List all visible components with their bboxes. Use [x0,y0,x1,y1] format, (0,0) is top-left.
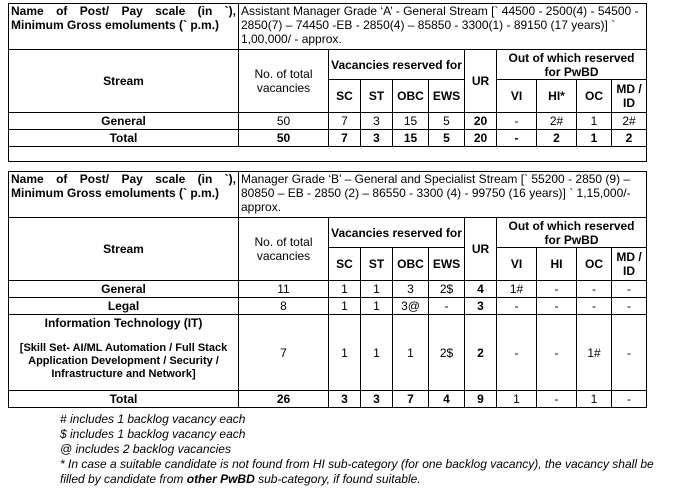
header-vi: VI [497,80,537,113]
cell-sc: 1 [329,315,361,391]
cell-stream: Total [9,391,239,408]
header-obc: OBC [393,80,429,113]
cell-oc: 1# [577,315,612,391]
note-hash: # includes 1 backlog vacancy each [60,412,246,426]
cell-total: 26 [239,391,329,408]
cell-st: 3 [361,130,393,147]
header-sc: SC [329,248,361,281]
cell-oc: 1 [577,130,612,147]
cell-stream [9,315,239,391]
cell-obc: 1 [393,315,429,391]
table-separator [9,147,647,162]
cell-vi: - [497,130,537,147]
cell-obc: 15 [393,113,429,130]
cell-oc: - [577,281,612,298]
header-total: No. of total vacancies [239,50,329,113]
table-row [9,298,647,315]
cell-total: 8 [239,298,329,315]
cell-ur: 20 [465,113,497,130]
post-label: Name of Post/ Pay scale (in `), Minimum Gross emoluments (` p.m.) [9,172,239,218]
cell-stream: General [9,113,239,130]
cell-ur: 3 [465,298,497,315]
cell-oc: 1 [577,391,612,408]
cell-ur: 2 [465,315,497,391]
cell-ews: - [429,298,465,315]
cell-hi: - [537,298,577,315]
cell-st: 1 [361,315,393,391]
cell-total: 11 [239,281,329,298]
cell-ews: 2$ [429,281,465,298]
cell-ur: 20 [465,130,497,147]
cell-vi: 1# [497,281,537,298]
separator-cell [9,147,647,162]
cell-sc: 1 [329,281,361,298]
cell-stream: General [9,281,239,298]
header-oc: OC [577,80,612,113]
header-ews: EWS [429,80,465,113]
table-row-total [9,391,647,408]
cell-sc: 3 [329,391,361,408]
cell-md: - [612,391,647,408]
table-row [9,113,647,130]
cell-st: 1 [361,281,393,298]
header-ews: EWS [429,248,465,281]
table-row [9,315,647,391]
note-at: @ includes 2 backlog vacancies [60,442,231,456]
cell-ur: 9 [465,391,497,408]
header-hi: HI* [537,80,577,113]
header-hi: HI [537,248,577,281]
cell-stream: Legal [9,298,239,315]
cell-ews: 2$ [429,315,465,391]
footnotes [60,412,660,487]
header-sc: SC [329,80,361,113]
stream-name: Information Technology (IT) [44,316,203,330]
table-row-total [9,130,647,147]
cell-ews: 5 [429,113,465,130]
cell-st: 3 [361,391,393,408]
cell-oc: 1 [577,113,612,130]
cell-sc: 7 [329,130,361,147]
cell-stream: Total [9,130,239,147]
cell-oc: - [577,298,612,315]
table-row [9,281,647,298]
post-pay-scale: Manager Grade ‘B’ – General and Specialist Stream [` 55200 - 2850 (9) – 80850 – EB - 2850 (2) – 86550 - 3300 (4) - 99750 (16 years)] ` 1,15,000/- approx. [239,172,647,218]
cell-st: 3 [361,113,393,130]
cell-obc: 3 [393,281,429,298]
header-total: No. of total vacancies [239,218,329,281]
header-reserved: Vacancies reserved for [329,218,465,248]
cell-total: 50 [239,130,329,147]
footnote-text: * In case a suitable candidate is not found from HI sub-category (for one backlog vacancy), the vacancy shall be filled by candidate from [60,457,654,486]
post-pay-scale: Assistant Manager Grade ‘A’ - General Stream [` 44500 - 2500(4) - 54500 - 2850(7) – 74450 -EB - 2850(4) – 85850 - 3300(1) - 89150 (17 years)] ` 1,00,000/ - approx. [239,4,647,50]
cell-md: - [612,315,647,391]
cell-obc: 3@ [393,298,429,315]
post-label: Name of Post/ Pay scale (in `), Minimum Gross emoluments (` p.m.) [9,4,239,50]
header-st: ST [361,248,393,281]
header-st: ST [361,80,393,113]
cell-ews: 4 [429,391,465,408]
header-obc: OBC [393,248,429,281]
cell-vi: 1 [497,391,537,408]
stream-skill-set: [Skill Set- AI/ML Automation / Full Stack Application Development / Security / Infrastructure and Network] [19,342,228,380]
note-hi-footnote [60,457,660,487]
header-stream: Stream [9,218,239,281]
header-oc: OC [577,248,612,281]
header-ur: UR [465,50,497,113]
cell-st: 1 [361,298,393,315]
cell-hi: - [537,281,577,298]
cell-ur: 4 [465,281,497,298]
cell-obc: 15 [393,130,429,147]
cell-hi: - [537,315,577,391]
vacancy-table-manager [8,171,647,408]
header-md: MD / ID [612,80,647,113]
cell-md: - [612,281,647,298]
cell-total: 7 [239,315,329,391]
cell-hi: 2# [537,113,577,130]
cell-hi: 2 [537,130,577,147]
header-reserved: Vacancies reserved for [329,50,465,80]
header-md: MD / ID [612,248,647,281]
header-stream: Stream [9,50,239,113]
cell-hi: - [537,391,577,408]
note-dollar: $ includes 1 backlog vacancy each [60,427,246,441]
cell-sc: 1 [329,298,361,315]
cell-vi: - [497,298,537,315]
cell-vi: - [497,113,537,130]
header-pwbd: Out of which reserved for PwBD [497,50,647,80]
vacancy-table-assistant-manager [8,3,647,162]
cell-md: 2# [612,113,647,130]
cell-total: 50 [239,113,329,130]
footnote-text-end: sub-category, if found suitable. [254,472,421,486]
header-ur: UR [465,218,497,281]
cell-obc: 7 [393,391,429,408]
cell-md: - [612,298,647,315]
cell-md: 2 [612,130,647,147]
header-pwbd: Out of which reserved for PwBD [497,218,647,248]
cell-vi: - [497,315,537,391]
cell-sc: 7 [329,113,361,130]
header-vi: VI [497,248,537,281]
cell-ews: 5 [429,130,465,147]
footnote-bold: other PwBD [186,472,255,486]
